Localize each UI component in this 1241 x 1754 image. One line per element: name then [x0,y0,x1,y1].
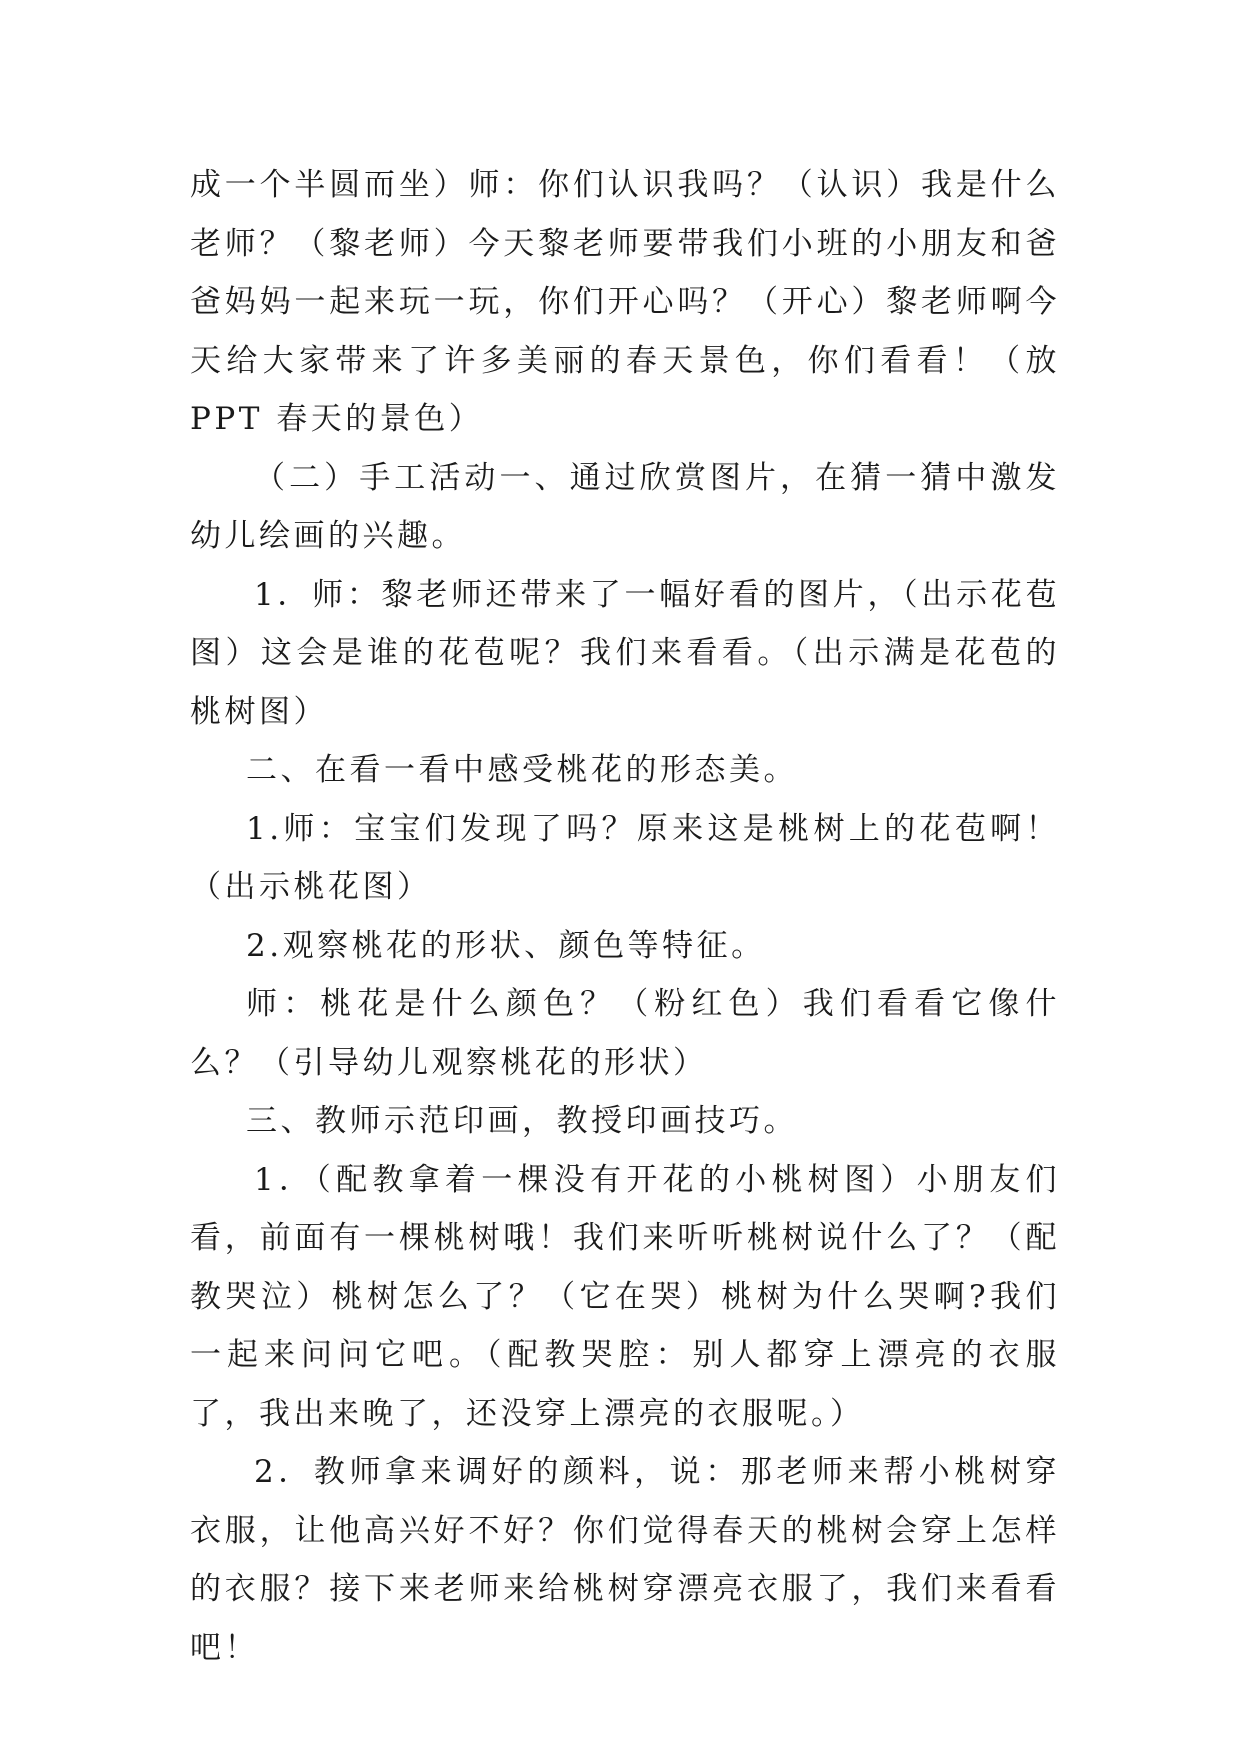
paragraph-4: 二、在看一看中感受桃花的形态美。 [246,752,798,788]
paragraph-9: 1．（配教拿着一棵没有开花的小桃树图）小朋友们看，前面有一棵桃树哦！我们来听听桃树说什么了？（配教哭泣）桃树怎么了？（它在哭）桃树为什么哭啊?我们一起来问问它吧。（配教哭腔：别人都穿上漂亮的衣服了，我出来晚了，还没穿上漂亮的衣服呢。） [190,1161,1060,1432]
paragraph-8: 三、教师示范印画，教授印画技巧。 [246,1103,798,1139]
paragraph-2: （二）手工活动一、通过欣赏图片，在猜一猜中激发幼儿绘画的兴趣。 [190,459,1060,554]
paragraph-3: 1．师：黎老师还带来了一幅好看的图片，（出示花苞图）这会是谁的花苞呢？我们来看看。（出示满是花苞的桃树图） [190,576,1060,730]
paragraph-5: 1.师：宝宝们发现了吗？原来这是桃树上的花苞啊！（出示桃花图） [190,810,1060,905]
paragraph-6: 2.观察桃花的形状、颜色等特征。 [246,927,766,964]
paragraph-10: 2．教师拿来调好的颜料，说：那老师来帮小桃树穿衣服，让他高兴好不好？你们觉得春天的桃树会穿上怎样的衣服？接下来老师来给桃树穿漂亮衣服了，我们来看看吧！ [190,1454,1060,1666]
paragraph-1: 成一个半圆而坐）师：你们认识我吗？（认识）我是什么老师？（黎老师）今天黎老师要带我们小班的小朋友和爸爸妈妈一起来玩一玩，你们开心吗？（开心）黎老师啊今天给大家带来了许多美丽的春天景色，你们看看！（放 PPT 春天的景色） [190,167,1060,437]
document-body [190,156,1060,1677]
paragraph-7: 师：桃花是什么颜色？（粉红色）我们看看它像什么？（引导幼儿观察桃花的形状） [190,986,1060,1081]
